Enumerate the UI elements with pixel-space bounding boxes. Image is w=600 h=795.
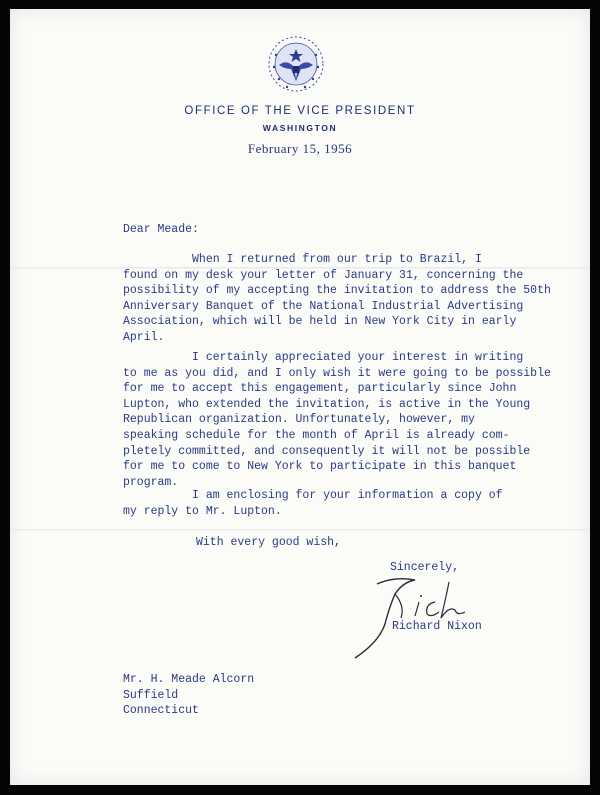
letterhead-office: OFFICE OF THE VICE PRESIDENT [184, 105, 416, 117]
body-paragraph-2: I certainly appreciated your interest in writing to me as you did, and I only wish it were going to be possible for me to accept this engagement, particularly since John Lupton, who extended the invitation, is active in the Young Republican organization. Unfortunately, however, my speaking schedule for the month of April is already com- pletely committed, and consequently it will not be possible for me to come to New York to participate in this banquet program. [123, 351, 551, 489]
vice-president-seal-icon [267, 35, 325, 93]
signer-name: Richard Nixon [392, 620, 482, 633]
body-paragraph-3: I am enclosing for your information a copy of my reply to Mr. Lupton. [123, 489, 503, 518]
recipient-address: Mr. H. Meade Alcorn Suffield Connecticut [123, 673, 255, 718]
handwritten-signature-icon [345, 572, 495, 662]
closing-wish: With every good wish, [196, 536, 341, 549]
salutation: Dear Meade: [123, 223, 199, 236]
letter-date: February 15, 1956 [247, 141, 353, 156]
letterhead-city: WASHINGTON [262, 123, 338, 133]
complimentary-close: Sincerely, [390, 561, 460, 574]
body-paragraph-1: When I returned from our trip to Brazil, I found on my desk your letter of January 31, concerning the possibility of my accepting the invitation to address the 50th Anniversary Banquet of the National Industrial Advertising Association, which will be held in New York City in early April. [123, 253, 551, 344]
fold-crease-bottom [10, 529, 590, 531]
